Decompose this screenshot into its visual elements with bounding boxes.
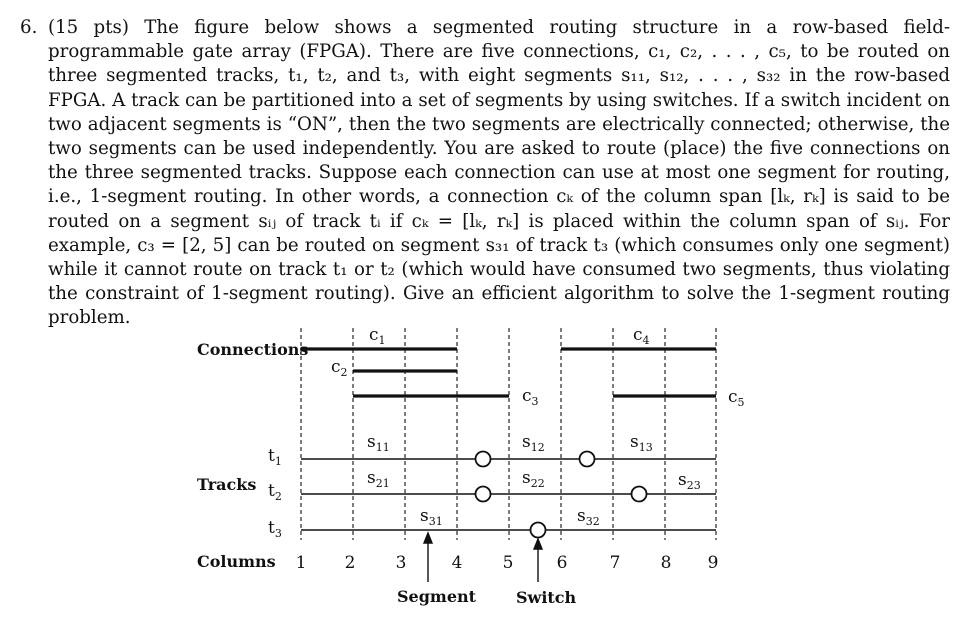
problem-text: The figure below shows a segmented routing structure in a row-based field-programmable gate array (FPGA). There are five connections, c₁, c₂, . . . , c₅, to be routed on three segmented tracks, t₁, t₂, and t₃, with eight segments s₁₁, s₁₂, . . . , s₃₂ in the row-based FPGA. A track can be partitioned into a set of segments by using switches. If a switch incident on two adjacent segments is “ON”, then the two segments are electrically connected; otherwise, the two segments can be used independently. You are asked to route (place) the five connections on the three segmented tracks. Suppose each connection can use at most one segment for routing, i.e., 1-segment routing. In other words, a connection cₖ of the column span [lₖ, rₖ] is said to be routed on a segment sᵢⱼ of track tᵢ if cₖ = [lₖ, rₖ] is placed within the column span of sᵢⱼ. For example, c₃ = [2, 5] can be routed on segment s₃₁ of track t₃ (which consumes only one segment) while it cannot route on track t₁ or t₂ (which would have consumed two segments, thus violating the constraint of 1-segment routing). Give an efficient algorithm to solve the 1-segment routing problem. bbox=[48, 17, 950, 329]
switch-circle bbox=[580, 452, 595, 467]
connections-label: Connections bbox=[197, 340, 309, 359]
segment-label-s21: $s_{21}$ bbox=[367, 468, 390, 490]
track-label-t3: $t_3$ bbox=[268, 518, 282, 540]
segment-label-s23: $s_{23}$ bbox=[678, 470, 701, 492]
column-number: 7 bbox=[609, 553, 621, 573]
tracks-label: Tracks bbox=[197, 475, 257, 494]
problem-number: 6. bbox=[20, 17, 38, 38]
column-number: 9 bbox=[707, 553, 719, 573]
column-number: 6 bbox=[556, 553, 568, 573]
switch-label: Switch bbox=[516, 588, 577, 607]
pointer-arrows bbox=[424, 533, 542, 582]
connection-label-c2: $c_2$ bbox=[331, 357, 348, 379]
problem-points: (15 pts) bbox=[48, 17, 129, 38]
switch-circle bbox=[476, 452, 491, 467]
segment-label-s31: $s_{31}$ bbox=[420, 506, 443, 528]
track-label-t2: $t_2$ bbox=[268, 481, 282, 503]
column-number: 8 bbox=[660, 553, 672, 573]
switch-circle bbox=[531, 523, 546, 538]
connection-label-c4: $c_4$ bbox=[633, 325, 650, 347]
switch-circle bbox=[632, 487, 647, 502]
columns-label: Columns bbox=[197, 552, 276, 571]
column-number: 4 bbox=[451, 553, 463, 573]
segment-arrowhead bbox=[424, 533, 432, 543]
switch-circle bbox=[476, 487, 491, 502]
column-number: 1 bbox=[295, 553, 307, 573]
segment-label-s13: $s_{13}$ bbox=[630, 432, 653, 454]
segment-label-s32: $s_{32}$ bbox=[577, 506, 600, 528]
track-label-t1: $t_1$ bbox=[268, 446, 282, 468]
connection-label-c5: $c_5$ bbox=[728, 387, 745, 409]
switch-arrowhead bbox=[534, 539, 542, 549]
column-number: 3 bbox=[395, 553, 407, 573]
connection-label-c3: $c_3$ bbox=[522, 386, 539, 408]
segment-label-s11: $s_{11}$ bbox=[367, 432, 390, 454]
segment-label: Segment bbox=[397, 587, 477, 606]
segment-label-s22: $s_{22}$ bbox=[522, 468, 545, 490]
column-number: 5 bbox=[502, 553, 514, 573]
column-guides bbox=[301, 328, 716, 540]
connection-label-c1: $c_1$ bbox=[369, 325, 386, 347]
segment-label-s12: $s_{12}$ bbox=[522, 432, 545, 454]
column-number: 2 bbox=[344, 553, 356, 573]
